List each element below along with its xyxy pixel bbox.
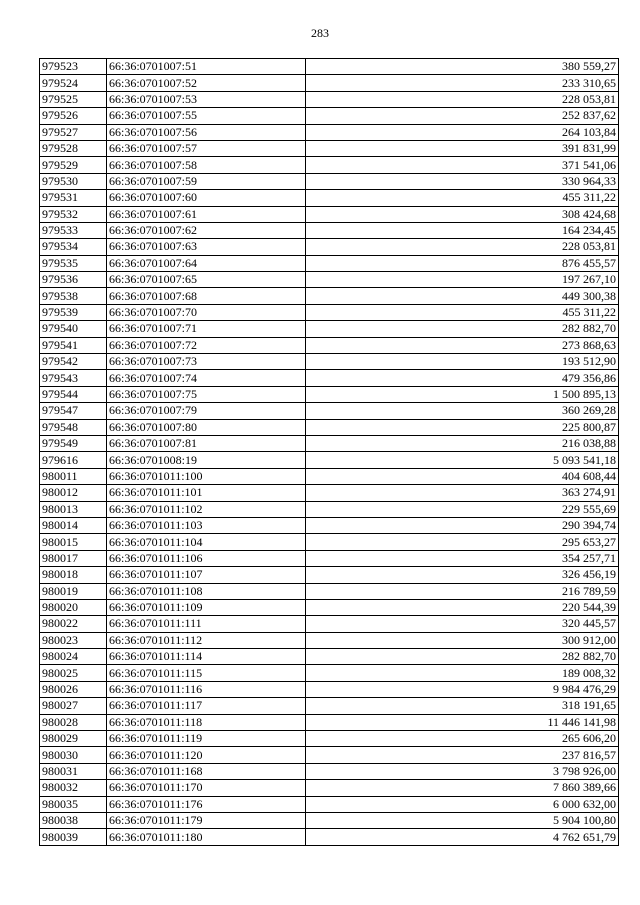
record-number-cell: 980030: [40, 747, 107, 763]
cadastral-number-cell: 66:36:0701007:63: [107, 239, 306, 255]
cadastral-value-cell: 371 541,06: [306, 157, 619, 173]
cadastral-value-cell: 330 964,33: [306, 173, 619, 189]
record-number-cell: 980039: [40, 829, 107, 845]
cadastral-number-cell: 66:36:0701011:101: [107, 485, 306, 501]
record-number-cell: 980014: [40, 517, 107, 533]
cadastral-number-cell: 66:36:0701007:51: [107, 59, 306, 75]
cadastral-number-cell: 66:36:0701011:109: [107, 599, 306, 615]
cadastral-number-cell: 66:36:0701007:75: [107, 386, 306, 402]
record-number-cell: 979533: [40, 222, 107, 238]
cadastral-number-cell: 66:36:0701007:62: [107, 222, 306, 238]
cadastral-value-cell: 354 257,71: [306, 550, 619, 566]
table-body: [40, 59, 619, 846]
cadastral-number-cell: 66:36:0701007:53: [107, 91, 306, 107]
record-number-cell: 980015: [40, 534, 107, 550]
cadastral-value-cell: 1 500 895,13: [306, 386, 619, 402]
cadastral-number-cell: 66:36:0701011:116: [107, 681, 306, 697]
cadastral-value-cell: 404 608,44: [306, 468, 619, 484]
record-number-cell: 980024: [40, 649, 107, 665]
record-number-cell: 979530: [40, 173, 107, 189]
cadastral-value-cell: 391 831,99: [306, 140, 619, 156]
record-number-cell: 980022: [40, 616, 107, 632]
cadastral-value-cell: 216 038,88: [306, 435, 619, 451]
cadastral-number-cell: 66:36:0701007:81: [107, 435, 306, 451]
cadastral-number-cell: 66:36:0701011:115: [107, 665, 306, 681]
cadastral-value-cell: 273 868,63: [306, 337, 619, 353]
table-row: [40, 173, 619, 189]
record-number-cell: 979542: [40, 354, 107, 370]
table-row: [40, 616, 619, 632]
record-number-cell: 980035: [40, 796, 107, 812]
cadastral-number-cell: 66:36:0701007:80: [107, 419, 306, 435]
cadastral-value-cell: 228 053,81: [306, 239, 619, 255]
cadastral-value-cell: 233 310,65: [306, 75, 619, 91]
table-row: [40, 763, 619, 779]
table-row: [40, 370, 619, 386]
record-number-cell: 980017: [40, 550, 107, 566]
table-row: [40, 435, 619, 451]
cadastral-number-cell: 66:36:0701011:179: [107, 812, 306, 828]
table-row: [40, 829, 619, 845]
record-number-cell: 979534: [40, 239, 107, 255]
cadastral-value-cell: 220 544,39: [306, 599, 619, 615]
table-row: [40, 665, 619, 681]
record-number-cell: 980027: [40, 698, 107, 714]
cadastral-value-cell: 229 555,69: [306, 501, 619, 517]
record-number-cell: 980012: [40, 485, 107, 501]
cadastral-value-cell: 264 103,84: [306, 124, 619, 140]
table-row: [40, 567, 619, 583]
cadastral-value-cell: 455 311,22: [306, 190, 619, 206]
cadastral-number-cell: 66:36:0701007:55: [107, 108, 306, 124]
cadastral-value-cell: 318 191,65: [306, 698, 619, 714]
table-row: [40, 124, 619, 140]
table-row: [40, 731, 619, 747]
record-number-cell: 979549: [40, 435, 107, 451]
table-row: [40, 812, 619, 828]
record-number-cell: 980013: [40, 501, 107, 517]
table-row: [40, 304, 619, 320]
record-number-cell: 980029: [40, 731, 107, 747]
record-number-cell: 980028: [40, 714, 107, 730]
cadastral-value-cell: 449 300,38: [306, 288, 619, 304]
table-row: [40, 714, 619, 730]
cadastral-number-cell: 66:36:0701011:102: [107, 501, 306, 517]
table-row: [40, 632, 619, 648]
cadastral-number-cell: 66:36:0701011:111: [107, 616, 306, 632]
table-row: [40, 550, 619, 566]
cadastral-value-cell: 282 882,70: [306, 321, 619, 337]
cadastral-number-cell: 66:36:0701007:59: [107, 173, 306, 189]
record-number-cell: 979528: [40, 140, 107, 156]
cadastral-number-cell: 66:36:0701007:61: [107, 206, 306, 222]
cadastral-value-table: [39, 58, 619, 846]
record-number-cell: 979532: [40, 206, 107, 222]
cadastral-number-cell: 66:36:0701007:74: [107, 370, 306, 386]
table-row: [40, 468, 619, 484]
cadastral-number-cell: 66:36:0701011:103: [107, 517, 306, 533]
record-number-cell: 979539: [40, 304, 107, 320]
cadastral-number-cell: 66:36:0701011:100: [107, 468, 306, 484]
cadastral-value-cell: 4 762 651,79: [306, 829, 619, 845]
table-row: [40, 419, 619, 435]
record-number-cell: 980031: [40, 763, 107, 779]
table-row: [40, 386, 619, 402]
cadastral-value-cell: 479 356,86: [306, 370, 619, 386]
table-row: [40, 337, 619, 353]
cadastral-number-cell: 66:36:0701007:57: [107, 140, 306, 156]
cadastral-number-cell: 66:36:0701011:112: [107, 632, 306, 648]
cadastral-number-cell: 66:36:0701011:168: [107, 763, 306, 779]
record-number-cell: 979536: [40, 272, 107, 288]
table-row: [40, 59, 619, 75]
table-row: [40, 108, 619, 124]
table-row: [40, 157, 619, 173]
cadastral-value-cell: 320 445,57: [306, 616, 619, 632]
cadastral-value-cell: 228 053,81: [306, 91, 619, 107]
cadastral-value-cell: 216 789,59: [306, 583, 619, 599]
cadastral-number-cell: 66:36:0701011:117: [107, 698, 306, 714]
table-row: [40, 501, 619, 517]
table-row: [40, 190, 619, 206]
record-number-cell: 980011: [40, 468, 107, 484]
cadastral-number-cell: 66:36:0701007:56: [107, 124, 306, 140]
record-number-cell: 979544: [40, 386, 107, 402]
cadastral-value-cell: 363 274,91: [306, 485, 619, 501]
table-row: [40, 91, 619, 107]
cadastral-value-cell: 7 860 389,66: [306, 780, 619, 796]
cadastral-value-cell: 5 904 100,80: [306, 812, 619, 828]
cadastral-value-cell: 455 311,22: [306, 304, 619, 320]
record-number-cell: 979529: [40, 157, 107, 173]
cadastral-number-cell: 66:36:0701007:52: [107, 75, 306, 91]
record-number-cell: 979526: [40, 108, 107, 124]
table-row: [40, 239, 619, 255]
cadastral-value-cell: 237 816,57: [306, 747, 619, 763]
cadastral-value-cell: 197 267,10: [306, 272, 619, 288]
cadastral-value-cell: 265 606,20: [306, 731, 619, 747]
cadastral-value-cell: 9 984 476,29: [306, 681, 619, 697]
record-number-cell: 979524: [40, 75, 107, 91]
record-number-cell: 980025: [40, 665, 107, 681]
table-row: [40, 403, 619, 419]
record-number-cell: 979531: [40, 190, 107, 206]
cadastral-value-cell: 6 000 632,00: [306, 796, 619, 812]
table-row: [40, 747, 619, 763]
cadastral-value-cell: 326 456,19: [306, 567, 619, 583]
cadastral-value-cell: 193 512,90: [306, 354, 619, 370]
table-row: [40, 517, 619, 533]
cadastral-number-cell: 66:36:0701011:120: [107, 747, 306, 763]
record-number-cell: 980026: [40, 681, 107, 697]
table-row: [40, 452, 619, 468]
table-row: [40, 681, 619, 697]
record-number-cell: 980019: [40, 583, 107, 599]
table-row: [40, 206, 619, 222]
cadastral-value-cell: 3 798 926,00: [306, 763, 619, 779]
cadastral-value-cell: 189 008,32: [306, 665, 619, 681]
record-number-cell: 980020: [40, 599, 107, 615]
cadastral-number-cell: 66:36:0701007:60: [107, 190, 306, 206]
cadastral-number-cell: 66:36:0701011:180: [107, 829, 306, 845]
cadastral-value-cell: 5 093 541,18: [306, 452, 619, 468]
record-number-cell: 980023: [40, 632, 107, 648]
table-row: [40, 288, 619, 304]
record-number-cell: 979543: [40, 370, 107, 386]
cadastral-number-cell: 66:36:0701011:176: [107, 796, 306, 812]
table-row: [40, 321, 619, 337]
table-row: [40, 255, 619, 271]
record-number-cell: 979525: [40, 91, 107, 107]
cadastral-number-cell: 66:36:0701007:71: [107, 321, 306, 337]
record-number-cell: 980032: [40, 780, 107, 796]
table-row: [40, 599, 619, 615]
cadastral-value-cell: 295 653,27: [306, 534, 619, 550]
record-number-cell: 979523: [40, 59, 107, 75]
cadastral-value-cell: 308 424,68: [306, 206, 619, 222]
cadastral-number-cell: 66:36:0701008:19: [107, 452, 306, 468]
record-number-cell: 979547: [40, 403, 107, 419]
cadastral-number-cell: 66:36:0701011:114: [107, 649, 306, 665]
table-row: [40, 649, 619, 665]
cadastral-value-cell: 252 837,62: [306, 108, 619, 124]
record-number-cell: 979538: [40, 288, 107, 304]
cadastral-number-cell: 66:36:0701011:118: [107, 714, 306, 730]
cadastral-value-cell: 164 234,45: [306, 222, 619, 238]
record-number-cell: 979540: [40, 321, 107, 337]
record-number-cell: 980038: [40, 812, 107, 828]
table-row: [40, 140, 619, 156]
cadastral-number-cell: 66:36:0701007:68: [107, 288, 306, 304]
table-row: [40, 698, 619, 714]
table-row: [40, 272, 619, 288]
cadastral-value-cell: 380 559,27: [306, 59, 619, 75]
page-number: 283: [311, 26, 329, 40]
record-number-cell: 979527: [40, 124, 107, 140]
cadastral-number-cell: 66:36:0701007:65: [107, 272, 306, 288]
cadastral-value-cell: 360 269,28: [306, 403, 619, 419]
cadastral-value-cell: 282 882,70: [306, 649, 619, 665]
record-number-cell: 979548: [40, 419, 107, 435]
table-row: [40, 780, 619, 796]
table-row: [40, 534, 619, 550]
table-row: [40, 222, 619, 238]
record-number-cell: 979616: [40, 452, 107, 468]
cadastral-number-cell: 66:36:0701011:119: [107, 731, 306, 747]
cadastral-number-cell: 66:36:0701007:73: [107, 354, 306, 370]
cadastral-number-cell: 66:36:0701007:72: [107, 337, 306, 353]
cadastral-number-cell: 66:36:0701007:58: [107, 157, 306, 173]
record-number-cell: 979541: [40, 337, 107, 353]
table-row: [40, 354, 619, 370]
cadastral-value-cell: 225 800,87: [306, 419, 619, 435]
cadastral-number-cell: 66:36:0701007:64: [107, 255, 306, 271]
cadastral-value-cell: 11 446 141,98: [306, 714, 619, 730]
table-row: [40, 75, 619, 91]
cadastral-number-cell: 66:36:0701007:70: [107, 304, 306, 320]
cadastral-value-cell: 300 912,00: [306, 632, 619, 648]
record-number-cell: 979535: [40, 255, 107, 271]
cadastral-number-cell: 66:36:0701011:106: [107, 550, 306, 566]
cadastral-number-cell: 66:36:0701011:108: [107, 583, 306, 599]
table-row: [40, 796, 619, 812]
cadastral-value-cell: 290 394,74: [306, 517, 619, 533]
table-row: [40, 583, 619, 599]
record-number-cell: 980018: [40, 567, 107, 583]
cadastral-number-cell: 66:36:0701007:79: [107, 403, 306, 419]
cadastral-number-cell: 66:36:0701011:170: [107, 780, 306, 796]
cadastral-value-cell: 876 455,57: [306, 255, 619, 271]
cadastral-number-cell: 66:36:0701011:104: [107, 534, 306, 550]
cadastral-number-cell: 66:36:0701011:107: [107, 567, 306, 583]
table-row: [40, 485, 619, 501]
